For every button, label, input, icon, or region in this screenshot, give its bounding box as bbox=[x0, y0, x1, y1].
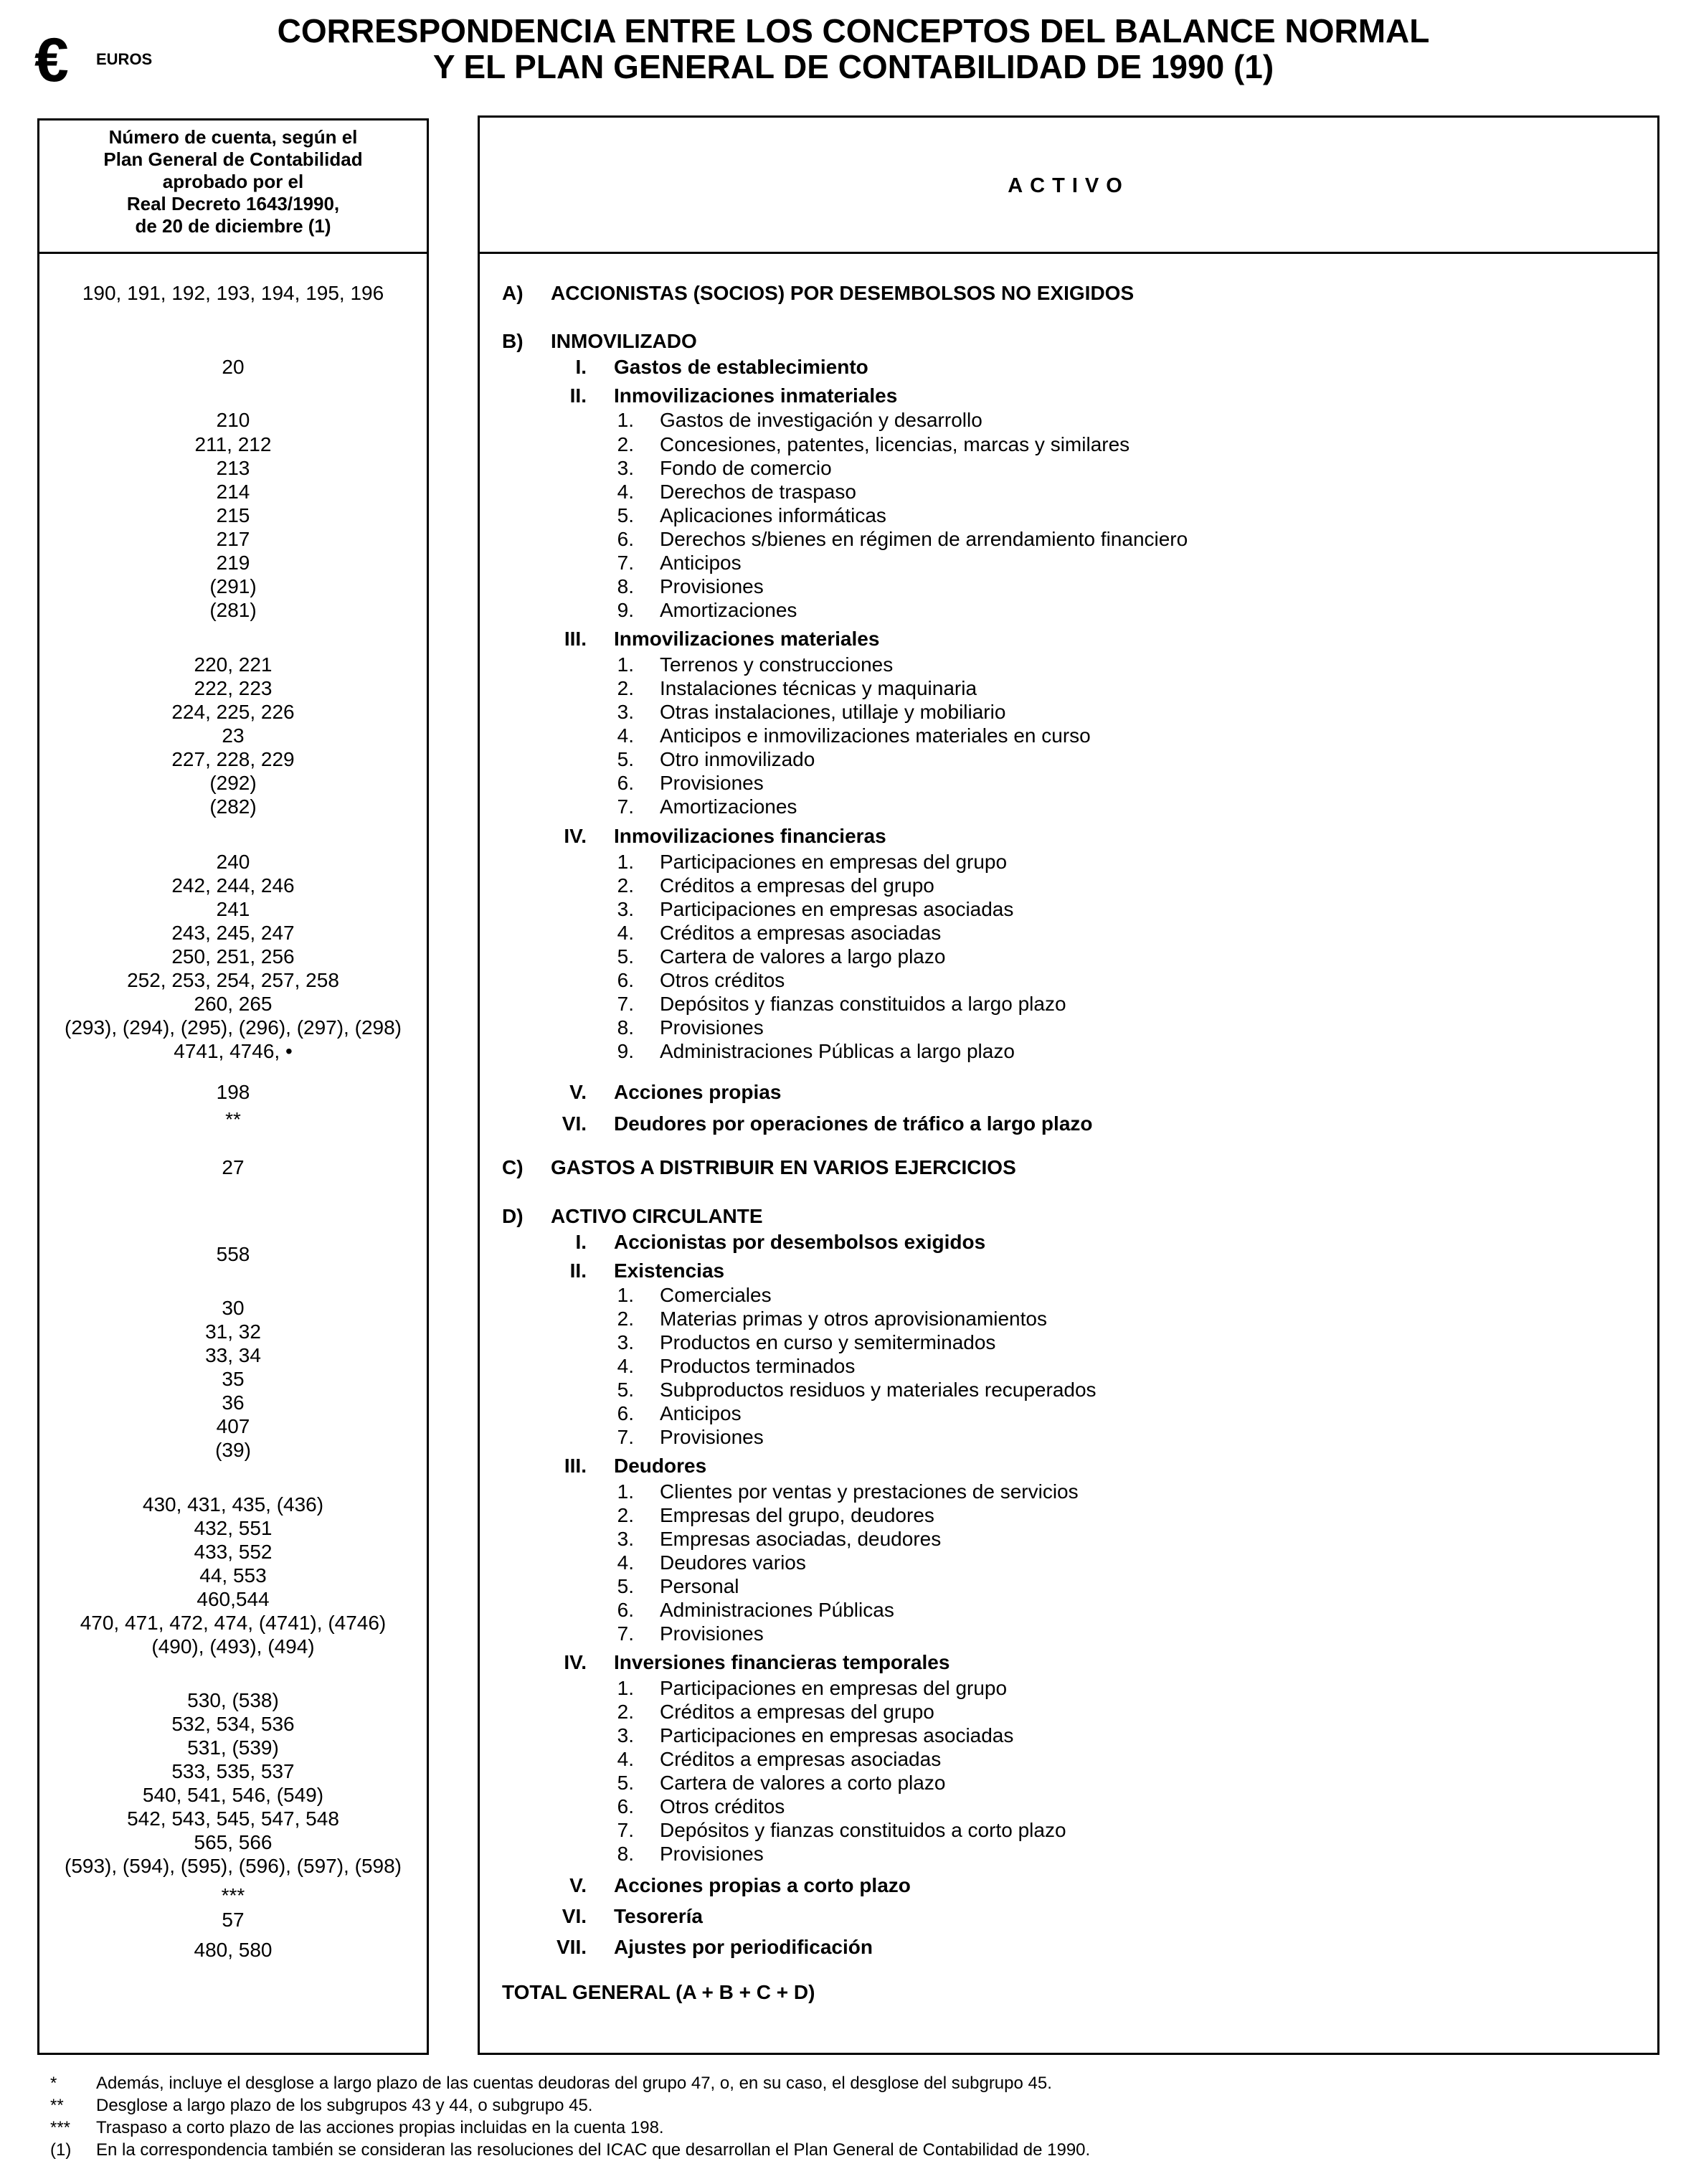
footnote-mark: *** bbox=[50, 2118, 71, 2137]
account-code: 260, 265 bbox=[194, 993, 273, 1015]
concept-label: 4. bbox=[617, 724, 634, 747]
concept-text: Acciones propias a corto plazo bbox=[614, 1874, 911, 1896]
account-code: 224, 225, 226 bbox=[171, 701, 295, 723]
concept-text: Anticipos e inmovilizaciones materiales en curso bbox=[660, 724, 1091, 747]
concept-label: 7. bbox=[617, 1426, 634, 1448]
account-code: (293), (294), (295), (296), (297), (298) bbox=[65, 1016, 402, 1039]
account-code: 27 bbox=[222, 1156, 245, 1178]
concept-label: C) bbox=[502, 1156, 524, 1178]
concept-label: V. bbox=[569, 1081, 587, 1103]
concept-label: 3. bbox=[617, 898, 634, 920]
concept-label: 8. bbox=[617, 1843, 634, 1865]
concept-text: Deudores por operaciones de tráfico a largo plazo bbox=[614, 1112, 1093, 1135]
concept-text: Provisiones bbox=[660, 772, 764, 794]
footnote bbox=[37, 2139, 1651, 2161]
account-code: 44, 553 bbox=[199, 1564, 267, 1587]
account-code: 530, (538) bbox=[187, 1689, 279, 1711]
concept-text: Productos en curso y semiterminados bbox=[660, 1331, 996, 1353]
concept-text: Otros créditos bbox=[660, 969, 785, 991]
account-code: 242, 244, 246 bbox=[171, 874, 295, 897]
concept-text: Créditos a empresas del grupo bbox=[660, 1701, 934, 1723]
concept-text: Aplicaciones informáticas bbox=[660, 504, 886, 526]
concept-text: Inmovilizaciones materiales bbox=[614, 628, 880, 650]
account-code: 23 bbox=[222, 724, 245, 747]
concept-text: Subproductos residuos y materiales recuperados bbox=[660, 1379, 1097, 1401]
concept-text: Empresas asociadas, deudores bbox=[660, 1528, 942, 1550]
account-code: 219 bbox=[216, 552, 250, 574]
account-code: (39) bbox=[215, 1439, 251, 1461]
concept-text: Provisiones bbox=[660, 1622, 764, 1645]
footnote-mark: (1) bbox=[50, 2140, 72, 2160]
logo-label: EUROS bbox=[96, 50, 153, 68]
concept-text: Existencias bbox=[614, 1259, 725, 1282]
concept-text: Derechos s/bienes en régimen de arrendamiento financiero bbox=[660, 528, 1188, 550]
concept-label: 2. bbox=[617, 1308, 634, 1330]
concept-label: D) bbox=[502, 1205, 524, 1227]
concept-text: Productos terminados bbox=[660, 1355, 856, 1377]
concept-text: Anticipos bbox=[660, 552, 742, 574]
concept-label: 2. bbox=[617, 677, 634, 699]
concept-label: 1. bbox=[617, 1480, 634, 1503]
concept-label: II. bbox=[569, 1259, 587, 1282]
concept-label: 2. bbox=[617, 874, 634, 897]
concept-text: Provisiones bbox=[660, 575, 764, 597]
header-line: Plan General de Contabilidad bbox=[103, 148, 363, 170]
concept-label: 2. bbox=[617, 1701, 634, 1723]
concept-text: Terrenos y construcciones bbox=[660, 653, 894, 676]
concept-text: Derechos de traspaso bbox=[660, 481, 856, 503]
concept-label: 3. bbox=[617, 701, 634, 723]
concept-text: Provisiones bbox=[660, 1426, 764, 1448]
concept-label: 5. bbox=[617, 748, 634, 770]
concept-label: 9. bbox=[617, 1040, 634, 1062]
concept-label: 6. bbox=[617, 528, 634, 550]
account-code: 407 bbox=[216, 1415, 250, 1437]
account-code: 565, 566 bbox=[194, 1831, 273, 1853]
concept-label: 8. bbox=[617, 575, 634, 597]
account-code: 198 bbox=[216, 1081, 250, 1103]
concept-label: VI. bbox=[562, 1112, 587, 1135]
concept-text: Cartera de valores a largo plazo bbox=[660, 945, 946, 968]
account-code: (292) bbox=[209, 772, 257, 794]
footnote-text: Desglose a largo plazo de los subgrupos 43 y 44, o subgrupo 45. bbox=[96, 2096, 593, 2115]
concept-label: 7. bbox=[617, 1819, 634, 1841]
footnote-text: En la correspondencia también se consideran las resoluciones del ICAC que desarrollan el Plan General de Contabilidad de 1990. bbox=[96, 2140, 1091, 2160]
concept-text: Concesiones, patentes, licencias, marcas y similares bbox=[660, 433, 1130, 455]
account-code: 57 bbox=[222, 1909, 245, 1931]
concept-text: Inmovilizaciones inmateriales bbox=[614, 384, 898, 407]
concept-text: Depósitos y fianzas constituidos a largo plazo bbox=[660, 993, 1066, 1015]
concept-label: 3. bbox=[617, 1331, 634, 1353]
account-code: (490), (493), (494) bbox=[151, 1635, 315, 1658]
concept-label: 9. bbox=[617, 599, 634, 621]
account-code: 542, 543, 545, 547, 548 bbox=[127, 1807, 339, 1830]
account-code: 20 bbox=[222, 356, 245, 378]
account-code: 243, 245, 247 bbox=[171, 922, 295, 944]
account-code: 227, 228, 229 bbox=[171, 748, 295, 770]
concept-label: 6. bbox=[617, 969, 634, 991]
footnote-mark: ** bbox=[50, 2096, 64, 2115]
concept-label: 3. bbox=[617, 1528, 634, 1550]
concept-label: IV. bbox=[564, 825, 587, 847]
concept-label: 6. bbox=[617, 772, 634, 794]
concept-text: ACTIVO CIRCULANTE bbox=[551, 1205, 763, 1227]
activo-header bbox=[480, 118, 1657, 254]
footnotes bbox=[37, 2072, 1651, 2161]
concept-text: ACCIONISTAS (SOCIOS) POR DESEMBOLSOS NO EXIGIDOS bbox=[551, 282, 1135, 304]
account-code: 241 bbox=[216, 898, 250, 920]
concept-text: Administraciones Públicas a largo plazo bbox=[660, 1040, 1015, 1062]
concept-label: III. bbox=[564, 1455, 587, 1477]
concept-text: TOTAL GENERAL (A + B + C + D) bbox=[502, 1981, 815, 2003]
concept-text: Materias primas y otros aprovisionamientos bbox=[660, 1308, 1047, 1330]
footnote bbox=[37, 2094, 1651, 2117]
concept-text: INMOVILIZADO bbox=[551, 330, 697, 352]
account-code: 33, 34 bbox=[205, 1344, 261, 1366]
concept-label: III. bbox=[564, 628, 587, 650]
concept-label: 1. bbox=[617, 1284, 634, 1306]
concept-label: A) bbox=[502, 282, 524, 304]
concept-text: Créditos a empresas del grupo bbox=[660, 874, 934, 897]
concept-label: 1. bbox=[617, 409, 634, 431]
euros-logo bbox=[34, 26, 171, 95]
concept-text: Anticipos bbox=[660, 1402, 742, 1424]
account-code: ** bbox=[225, 1108, 241, 1130]
concept-text: Participaciones en empresas asociadas bbox=[660, 898, 1014, 920]
account-code: 217 bbox=[216, 528, 250, 550]
concept-text: Acciones propias bbox=[614, 1081, 782, 1103]
concept-label: I. bbox=[575, 356, 587, 378]
account-code: 240 bbox=[216, 851, 250, 873]
concept-label: 1. bbox=[617, 1677, 634, 1699]
footnote-text: Traspaso a corto plazo de las acciones propias incluidas en la cuenta 198. bbox=[96, 2118, 664, 2137]
account-code: 30 bbox=[222, 1297, 245, 1319]
concept-label: II. bbox=[569, 384, 587, 407]
activo-heading: ACTIVO bbox=[1008, 174, 1129, 197]
account-code: (282) bbox=[209, 795, 257, 818]
euro-icon: € bbox=[34, 26, 69, 95]
concept-label: 4. bbox=[617, 1355, 634, 1377]
page-title bbox=[194, 13, 1513, 85]
concept-text: Otros créditos bbox=[660, 1795, 785, 1817]
concept-label: 6. bbox=[617, 1402, 634, 1424]
footnote bbox=[37, 2117, 1651, 2139]
account-code: 190, 191, 192, 193, 194, 195, 196 bbox=[82, 282, 384, 304]
concept-text: Créditos a empresas asociadas bbox=[660, 1748, 942, 1770]
header-line: aprobado por el bbox=[162, 171, 304, 192]
concept-label: 7. bbox=[617, 1622, 634, 1645]
concept-label: 5. bbox=[617, 1772, 634, 1794]
concept-label: 2. bbox=[617, 433, 634, 455]
account-code: 533, 535, 537 bbox=[171, 1760, 295, 1782]
title-line-1: CORRESPONDENCIA ENTRE LOS CONCEPTOS DEL BALANCE NORMAL bbox=[277, 12, 1430, 49]
concept-text: Créditos a empresas asociadas bbox=[660, 922, 942, 944]
concept-label: 4. bbox=[617, 481, 634, 503]
concept-text: Administraciones Públicas bbox=[660, 1599, 894, 1621]
account-code: (593), (594), (595), (596), (597), (598) bbox=[65, 1855, 402, 1877]
account-code: 430, 431, 435, (436) bbox=[142, 1493, 324, 1516]
account-number-header bbox=[39, 120, 427, 254]
concept-text: Participaciones en empresas asociadas bbox=[660, 1724, 1014, 1746]
concept-label: 4. bbox=[617, 1551, 634, 1574]
concept-text: Provisiones bbox=[660, 1016, 764, 1039]
concept-text: Provisiones bbox=[660, 1843, 764, 1865]
concept-label: 8. bbox=[617, 1016, 634, 1039]
concept-text: Ajustes por periodificación bbox=[614, 1936, 873, 1958]
account-code: (281) bbox=[209, 599, 257, 621]
account-code: 220, 221 bbox=[194, 653, 273, 676]
concept-label: IV. bbox=[564, 1651, 587, 1673]
concept-label: VII. bbox=[556, 1936, 587, 1958]
concept-text: Fondo de comercio bbox=[660, 457, 832, 479]
account-code: 252, 253, 254, 257, 258 bbox=[127, 969, 339, 991]
concept-text: Inmovilizaciones financieras bbox=[614, 825, 886, 847]
concept-text: Personal bbox=[660, 1575, 739, 1597]
footnote-text: Además, incluye el desglose a largo plazo de las cuentas deudoras del grupo 47, o, en su caso, el desglose del subgrupo 45. bbox=[96, 2074, 1052, 2093]
concept-label: 5. bbox=[617, 1379, 634, 1401]
title-line-2: Y EL PLAN GENERAL DE CONTABILIDAD DE 1990 (1) bbox=[432, 48, 1274, 85]
account-code: *** bbox=[221, 1884, 245, 1906]
concept-label: 6. bbox=[617, 1795, 634, 1817]
concept-label: 1. bbox=[617, 653, 634, 676]
account-code: 215 bbox=[216, 504, 250, 526]
concept-text: Participaciones en empresas del grupo bbox=[660, 1677, 1008, 1699]
account-code: 213 bbox=[216, 457, 250, 479]
concept-label: 7. bbox=[617, 993, 634, 1015]
account-code: 31, 32 bbox=[205, 1320, 261, 1343]
concept-label: 5. bbox=[617, 1575, 634, 1597]
account-code: 558 bbox=[216, 1243, 250, 1265]
header-line: Número de cuenta, según el bbox=[108, 126, 358, 148]
header-line: Real Decreto 1643/1990, bbox=[126, 193, 340, 214]
concept-label: 7. bbox=[617, 795, 634, 818]
account-code: 480, 580 bbox=[194, 1939, 273, 1961]
concept-text: Tesorería bbox=[614, 1905, 703, 1927]
concept-text: Empresas del grupo, deudores bbox=[660, 1504, 934, 1526]
concept-label: 5. bbox=[617, 504, 634, 526]
account-code: 432, 551 bbox=[194, 1517, 273, 1539]
account-code: 214 bbox=[216, 481, 250, 503]
footnote-mark: * bbox=[50, 2074, 57, 2093]
account-code: (291) bbox=[209, 575, 257, 597]
account-code: 433, 552 bbox=[194, 1541, 273, 1563]
concept-text: Depósitos y fianzas constituidos a corto plazo bbox=[660, 1819, 1066, 1841]
account-code: 35 bbox=[222, 1368, 245, 1390]
concept-text: Instalaciones técnicas y maquinaria bbox=[660, 677, 977, 699]
concept-text: Amortizaciones bbox=[660, 599, 797, 621]
concept-label: B) bbox=[502, 330, 524, 352]
concept-text: Comerciales bbox=[660, 1284, 772, 1306]
concept-text: Amortizaciones bbox=[660, 795, 797, 818]
account-code: 4741, 4746, • bbox=[174, 1040, 293, 1062]
account-code: 211, 212 bbox=[194, 433, 272, 455]
account-code: 210 bbox=[216, 409, 250, 431]
concept-text: Gastos de investigación y desarrollo bbox=[660, 409, 982, 431]
concept-text: Otro inmovilizado bbox=[660, 748, 815, 770]
concept-label: 2. bbox=[617, 1504, 634, 1526]
concept-label: I. bbox=[575, 1231, 587, 1253]
header-line: de 20 de diciembre (1) bbox=[135, 215, 331, 237]
concept-label: 7. bbox=[617, 552, 634, 574]
account-code: 222, 223 bbox=[194, 677, 273, 699]
concept-label: 4. bbox=[617, 922, 634, 944]
footnote bbox=[37, 2072, 1651, 2094]
concept-text: Clientes por ventas y prestaciones de servicios bbox=[660, 1480, 1079, 1503]
concept-text: Deudores bbox=[614, 1455, 707, 1477]
concept-label: 1. bbox=[617, 851, 634, 873]
concept-label: 5. bbox=[617, 945, 634, 968]
account-code: 540, 541, 546, (549) bbox=[142, 1784, 324, 1806]
account-code: 531, (539) bbox=[187, 1736, 279, 1759]
concept-text: Participaciones en empresas del grupo bbox=[660, 851, 1008, 873]
concept-text: Inversiones financieras temporales bbox=[614, 1651, 950, 1673]
concept-text: GASTOS A DISTRIBUIR EN VARIOS EJERCICIOS bbox=[551, 1156, 1016, 1178]
account-code: 532, 534, 536 bbox=[171, 1713, 295, 1735]
account-code: 36 bbox=[222, 1391, 245, 1414]
concept-text: Deudores varios bbox=[660, 1551, 806, 1574]
concept-label: 6. bbox=[617, 1599, 634, 1621]
concept-label: 4. bbox=[617, 1748, 634, 1770]
concept-label: V. bbox=[569, 1874, 587, 1896]
concept-text: Accionistas por desembolsos exigidos bbox=[614, 1231, 986, 1253]
concept-label: 3. bbox=[617, 1724, 634, 1746]
concept-text: Otras instalaciones, utillaje y mobiliario bbox=[660, 701, 1006, 723]
concept-label: VI. bbox=[562, 1905, 587, 1927]
account-code: 250, 251, 256 bbox=[171, 945, 295, 968]
account-code: 470, 471, 472, 474, (4741), (4746) bbox=[80, 1612, 387, 1634]
concept-text: Gastos de establecimiento bbox=[614, 356, 868, 378]
concept-text: Cartera de valores a corto plazo bbox=[660, 1772, 946, 1794]
account-code: 460,544 bbox=[196, 1588, 270, 1610]
concept-label: 3. bbox=[617, 457, 634, 479]
